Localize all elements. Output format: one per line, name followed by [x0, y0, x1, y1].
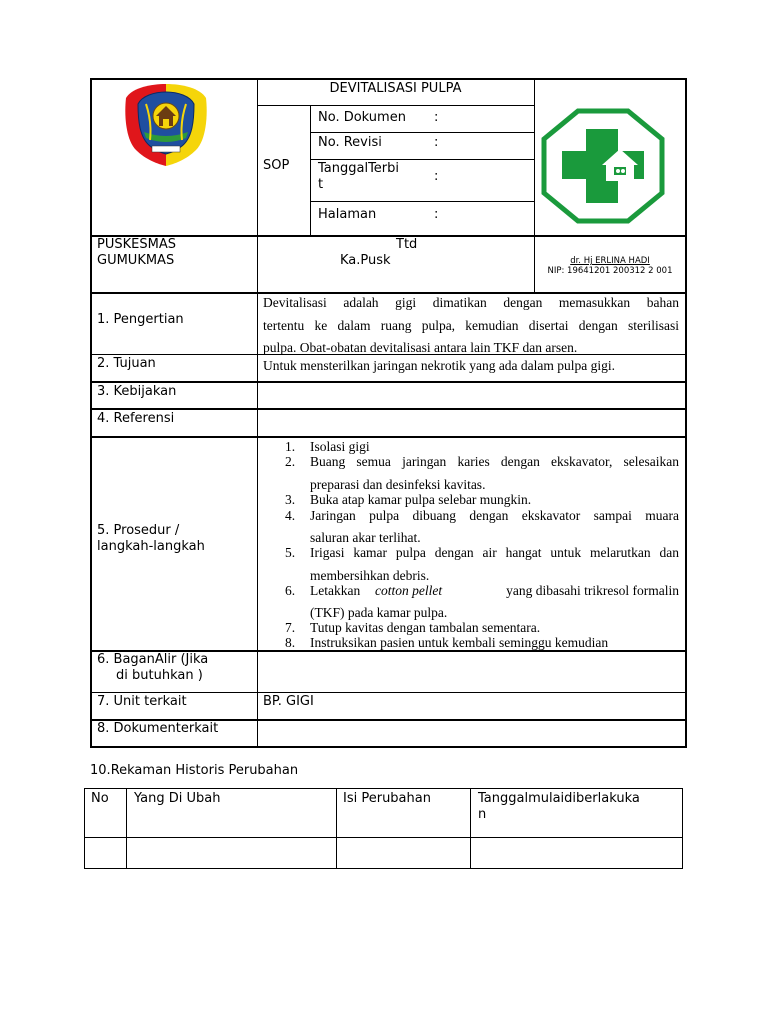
step-text: Buka atap kamar pulpa selebar mungkin.	[310, 492, 532, 507]
history-title	[90, 763, 298, 779]
step-text-cont: (TKF) pada kamar pulpa.	[310, 605, 448, 620]
puskesmas-cross-logo	[540, 107, 666, 225]
pengertian-line1: Devitalisasi adalah gigi dimatikan dengan memasukkan bahan	[263, 295, 679, 310]
tujuan-label: 2. Tujuan	[97, 356, 156, 371]
sop-label: SOP	[263, 158, 290, 173]
step-number: 6.	[285, 583, 296, 598]
step-number: 2.	[285, 454, 296, 469]
issue-date-label-line1: TanggalTerbi	[318, 161, 400, 176]
history-col-content: Isi Perubahan	[343, 791, 431, 806]
step-number: 8.	[285, 635, 296, 650]
tujuan-text: Untuk mensterilkan jaringan nekrotik yang ada dalam pulpa gigi.	[263, 358, 616, 373]
step-number: 1.	[285, 439, 296, 454]
page-colon: :	[434, 207, 439, 222]
step-text: Buang semua jaringan karies dengan ekskavator, selesaikan	[310, 454, 679, 469]
signature-title: Ka.Pusk	[340, 253, 391, 268]
bagan-alir-label-line1: 6. BaganAlir (Jika	[97, 652, 209, 667]
step-text: Tutup kavitas dengan tambalan sementara.	[310, 620, 541, 635]
dokumen-terkait-label: 8. Dokumenterkait	[97, 721, 219, 736]
prosedur-label-line1: 5. Prosedur /	[97, 523, 180, 538]
step-text: Irigasi kamar pulpa dengan air hangat untuk melarutkan dan	[310, 545, 679, 560]
step-text-b: yang dibasahi trikresol formalin	[506, 583, 679, 598]
regency-crest-logo	[122, 82, 210, 168]
page-label: Halaman	[318, 207, 377, 222]
doc-number-label: No. Dokumen	[318, 110, 406, 125]
org-name-line2: GUMUKMAS	[97, 253, 175, 268]
step-number: 5.	[285, 545, 296, 560]
bagan-alir-label-line2: di butuhkan )	[116, 668, 203, 683]
unit-terkait-value: BP. GIGI	[263, 694, 314, 709]
revision-label: No. Revisi	[318, 135, 382, 150]
history-title-number: 10.	[90, 763, 111, 778]
step-text: Instruksikan pasien untuk kembali seminggu kemudian	[310, 635, 609, 650]
revision-colon: :	[434, 135, 439, 150]
history-col-date-line2: n	[478, 807, 487, 822]
doc-number-colon: :	[434, 110, 439, 125]
signature-ttd: Ttd	[396, 237, 418, 252]
org-name-line1: PUSKESMAS	[97, 237, 176, 252]
history-col-no: No	[91, 791, 109, 806]
history-col-date-line1: Tanggalmulaidiberlakuka	[478, 791, 640, 806]
step-text-cont: preparasi dan desinfeksi kavitas.	[310, 477, 486, 492]
official-name: dr. Hj ERLINA HADI	[570, 256, 650, 266]
unit-terkait-label: 7. Unit terkait	[97, 694, 187, 709]
pengertian-line2: tertentu ke dalam ruang pulpa, kemudian disertai dengan sterilisasi	[263, 318, 679, 333]
official-nip: NIP: 19641201 200312 2 001	[547, 266, 673, 276]
prosedur-label-line2: langkah-langkah	[97, 539, 205, 554]
pengertian-label: 1. Pengertian	[97, 312, 184, 327]
step-number: 3.	[285, 492, 296, 507]
step-text: Jaringan pulpa dibuang dengan ekskavator sampai muara	[310, 508, 679, 523]
step-text-cont: membersihkan debris.	[310, 568, 430, 583]
step-text-cont: saluran akar terlihat.	[310, 530, 421, 545]
issue-date-colon: :	[434, 169, 439, 184]
issue-date-label-line2: t	[318, 177, 324, 192]
step-text-italic: cotton pellet	[375, 583, 443, 598]
step-number: 4.	[285, 508, 296, 523]
kebijakan-label: 3. Kebijakan	[97, 384, 177, 399]
step-number: 7.	[285, 620, 296, 635]
step-text-a: Letakkan	[310, 583, 361, 598]
step-text: Isolasi gigi	[310, 439, 370, 454]
history-title-text: Rekaman Historis Perubahan	[110, 763, 299, 778]
document-title: DEVITALISASI PULPA	[329, 81, 462, 96]
pengertian-line3: pulpa. Obat-obatan devitalisasi antara lain TKF dan arsen.	[263, 340, 578, 355]
referensi-label: 4. Referensi	[97, 411, 175, 426]
history-col-changed: Yang Di Ubah	[134, 791, 221, 806]
